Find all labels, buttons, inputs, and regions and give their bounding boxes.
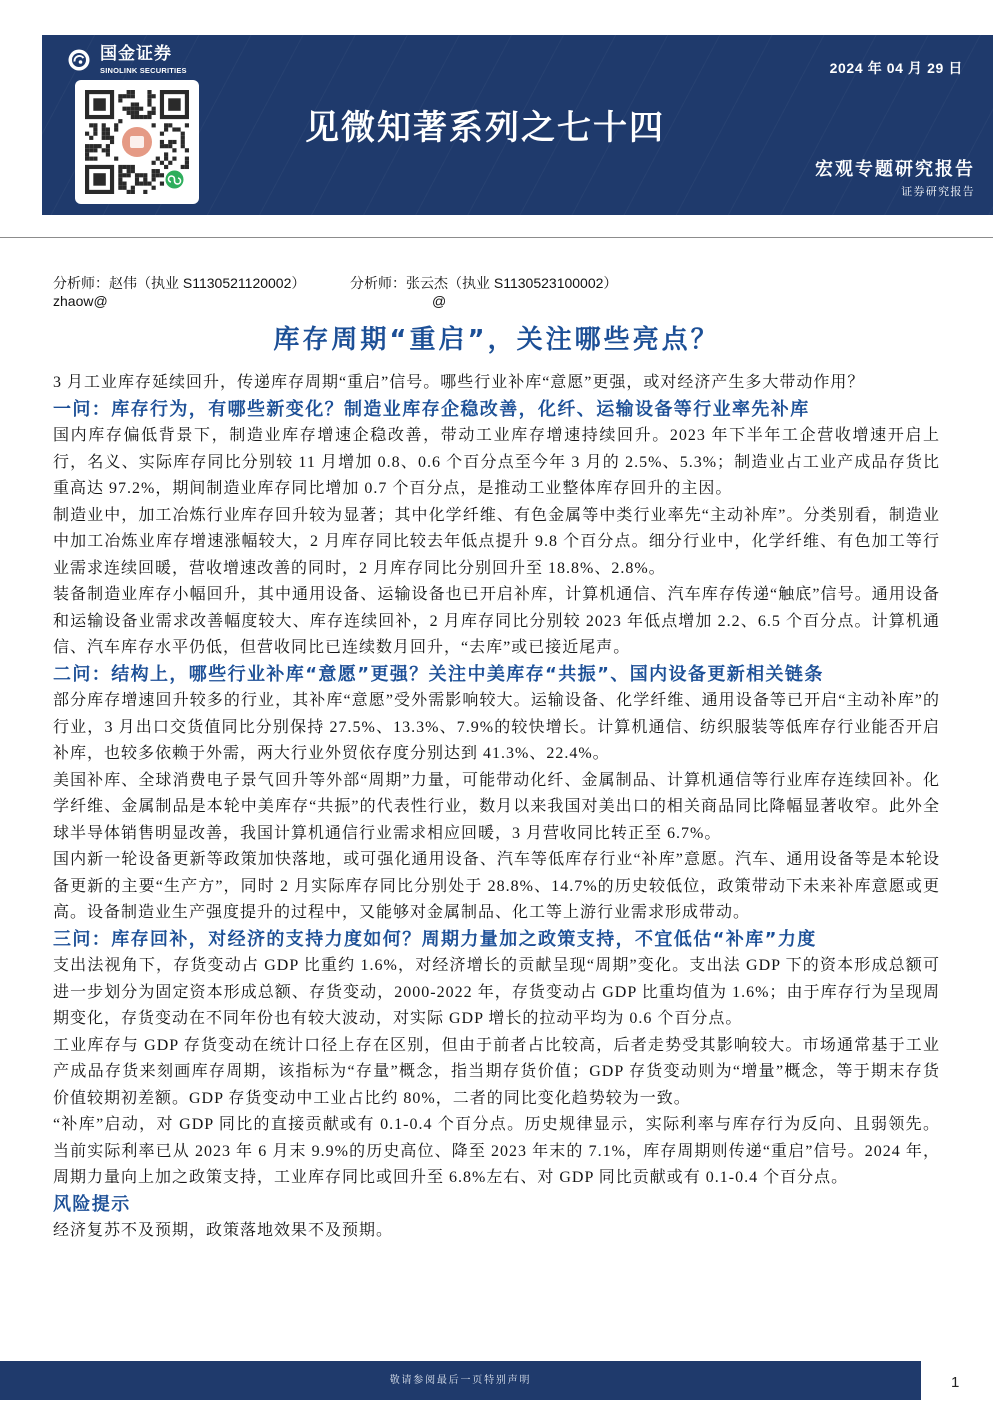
qr-module: [106, 136, 110, 140]
qr-module: [122, 165, 126, 169]
qr-module: [110, 136, 114, 140]
body-paragraph: 国内库存偏低背景下，制造业库存增速企稳改善，带动工业库存增速持续回升。2023 年下半年工企营收增速开启上行，名义、实际库存同比分别较 11 月增加 0.8、0.6 个百分点至今年 3 月的 2.5%、5.3%；制造业占工业产成品存货比重高达 97.2%，期间制造业库存同比增加 0.7 个百分点，是推动工业整体库存回升的主因。: [53, 427, 940, 497]
body-paragraph: “补库”启动，对 GDP 同比的直接贡献或有 0.1-0.4 个百分点。历史规律显示，实际利率与库存行为反向、且弱领先。当前实际利率已从 2023 年 6 月末 9.9%的历史高位、降至 2023 年末的 7.1%，库存周期则传递“重启”信号。2024 年，周期力量向上加之政策支持，工业库存同比或回升至 6.8%左右、对 GDP 同比贡献或有 0.1-0.4 个百分点。: [53, 1116, 940, 1186]
qr-module: [127, 165, 131, 169]
brand-name: 国金证券: [100, 44, 172, 64]
qr-module: [127, 190, 131, 194]
qr-module: [127, 111, 131, 115]
qr-module: [164, 127, 168, 131]
page-number: 1: [951, 1374, 960, 1391]
body-paragraph: 支出法视角下，存货变动占 GDP 比重约 1.6%，对经济增长的贡献呈现“周期”变化。支出法 GDP 下的资本形成总额可进一步划分为固定资本形成总额、存货变动，2000-2022 年，存货变动占 GDP 比重均值为 1.6%；由于库存行为呈现周期变化，存货变动在不同年份也有较大波动，对实际 GDP 增长的拉动平均为 0.6 个百分点。: [53, 957, 940, 1027]
qr-module: [147, 98, 151, 102]
analyst-info: [53, 274, 305, 310]
qr-module: [118, 177, 122, 181]
qr-module: [106, 127, 110, 131]
brand-name-en: SINOLINK SECURITIES: [100, 66, 187, 75]
qr-module: [177, 127, 181, 131]
qr-module: [131, 107, 135, 111]
qr-module: [147, 115, 151, 119]
qr-module: [93, 132, 97, 136]
footer-disclaimer: 敬请参阅最后一页特别声明: [389, 1375, 532, 1386]
qr-module: [160, 132, 164, 136]
analyst-info: [350, 274, 617, 310]
header-banner: [42, 35, 993, 215]
qr-module: [181, 165, 185, 169]
qr-module: [135, 107, 139, 111]
qr-module: [93, 123, 97, 127]
qr-module: [106, 152, 110, 156]
qr-module: [152, 186, 156, 190]
qr-module: [135, 182, 139, 186]
qr-module: [152, 94, 156, 98]
report-type: 宏观专题研究报告: [815, 159, 975, 180]
qr-module: [127, 107, 131, 111]
qr-module: [164, 152, 168, 156]
qr-center-logo: [118, 123, 156, 161]
qr-module: [102, 136, 106, 140]
qr-module: [181, 140, 185, 144]
qr-module: [139, 182, 143, 186]
analyst-label: 分析师：赵伟（执业 S1130521120002）: [53, 275, 306, 291]
body-paragraph: 装备制造业库存小幅回升，其中通用设备、运输设备也已开启补库，计算机通信、汽车库存传递“触底”信号。通用设备和运输设备业需求改善幅度较大、库存连续回补，2 月库存同比分别较 2023 年低点增加 2.2、6.5 个百分点。计算机通信、汽车库存水平仍低，但营收同比已连续数月回升，“去库”或已接近尾声。: [53, 586, 940, 656]
analyst-email: @: [432, 293, 447, 309]
qr-module: [85, 152, 89, 156]
qr-module: [102, 132, 106, 136]
qr-module: [89, 123, 93, 127]
qr-module: [85, 157, 89, 161]
report-title: 库存周期“重启”，关注哪些亮点？: [273, 325, 720, 355]
qr-module: [160, 173, 164, 177]
qr-module: [168, 140, 172, 144]
qr-finder-bottom-left: [85, 165, 114, 194]
qr-module: [114, 157, 118, 161]
qr-module: [168, 161, 172, 165]
qr-module: [127, 94, 131, 98]
qr-module: [131, 169, 135, 173]
qr-module: [139, 173, 143, 177]
qr-module: [143, 173, 147, 177]
qr-module: [147, 182, 151, 186]
qr-module: [93, 157, 97, 161]
qr-module: [164, 157, 168, 161]
qr-module: [89, 157, 93, 161]
intro-paragraph: 3 月工业库存延续回升，传递库存周期“重启”信号。哪些行业补库“意愿”更强，或对经济产生多大带动作用？: [53, 374, 865, 391]
sinolink-logo-icon: [68, 49, 90, 71]
qr-module: [147, 111, 151, 115]
body-paragraph: 美国补库、全球消费电子景气回升等外部“周期”力量，可能带动化纤、金属制品、计算机通信等行业库存连续回补。化学纤维、金属制品是本轮中美库存“共振”的代表性行业，数月以来我国对美出口的相关商品同比降幅显著收窄。此外全球半导体销售明显改善，我国计算机通信行业需求相应回暖，3 月营收同比转正至 6.7%。: [53, 771, 940, 842]
qr-module: [172, 140, 176, 144]
qr-module: [122, 186, 126, 190]
qr-module: [102, 127, 106, 131]
qr-code: [75, 80, 199, 204]
section-heading-3: 三问：库存回补，对经济的支持力度如何？周期力量加之政策支持，不宜低估“补库”力度: [53, 928, 817, 950]
qr-module: [110, 140, 114, 144]
qr-module: [122, 94, 126, 98]
qr-module: [156, 157, 160, 161]
qr-module: [102, 123, 106, 127]
qr-module: [152, 123, 156, 127]
qr-module: [131, 165, 135, 169]
qr-module: [143, 177, 147, 181]
qr-module: [181, 144, 185, 148]
qr-module: [85, 132, 89, 136]
qr-module: [97, 144, 101, 148]
qr-module: [131, 90, 135, 94]
qr-module: [135, 173, 139, 177]
qr-module: [131, 111, 135, 115]
qr-module: [127, 90, 131, 94]
qr-module: [102, 148, 106, 152]
qr-module: [135, 111, 139, 115]
series-title: 见微知著系列之七十四: [305, 108, 665, 148]
header-divider: [0, 237, 993, 238]
qr-module: [93, 127, 97, 131]
qr-module: [89, 136, 93, 140]
body-paragraph: 国内新一轮设备更新等政策加快落地，或可强化通用设备、汽车等低库存行业“补库”意愿。汽车、通用设备等是本轮设备更新的主要“生产方”，同时 2 月实际库存同比分别处于 28.8%、14.7%的历史较低位，政策带动下未来补库意愿或更高。设备制造业生产强度提升的过程中，又能够对金属制品、化工等上游行业需求形成带动。: [53, 851, 940, 921]
qr-module: [172, 148, 176, 152]
qr-finder-top-left: [85, 90, 114, 119]
qr-module: [118, 186, 122, 190]
qr-module: [152, 169, 156, 173]
qr-module: [131, 115, 135, 119]
qr-module: [152, 177, 156, 181]
qr-module: [127, 173, 131, 177]
qr-module: [118, 165, 122, 169]
qr-module: [131, 190, 135, 194]
qr-module: [152, 161, 156, 165]
report-date: 2024 年 04 月 29 日: [829, 60, 963, 76]
qr-module: [156, 169, 160, 173]
qr-module: [106, 148, 110, 152]
section-heading-2: 二问：结构上，哪些行业补库“意愿”更强？关注中美库存“共振”、国内设备更新相关链条: [53, 663, 824, 685]
report-category: 证券研究报告: [901, 185, 975, 198]
qr-module: [135, 115, 139, 119]
qr-module: [156, 173, 160, 177]
qr-module: [106, 132, 110, 136]
qr-module: [122, 173, 126, 177]
qr-module: [118, 119, 122, 123]
qr-module: [152, 107, 156, 111]
qr-module: [93, 148, 97, 152]
footer-bar: [0, 1361, 921, 1400]
qr-module: [147, 94, 151, 98]
qr-module: [114, 123, 118, 127]
qr-module: [139, 115, 143, 119]
qr-module: [131, 186, 135, 190]
qr-module: [160, 140, 164, 144]
qr-finder-top-right: [160, 90, 189, 119]
qr-module: [118, 169, 122, 173]
report-body: [53, 370, 940, 1245]
qr-module: [185, 123, 189, 127]
qr-module: [172, 157, 176, 161]
qr-module: [118, 98, 122, 102]
qr-module: [181, 136, 185, 140]
qr-module: [152, 173, 156, 177]
qr-module: [172, 127, 176, 131]
qr-module: [118, 94, 122, 98]
qr-module: [89, 144, 93, 148]
qr-module: [164, 165, 168, 169]
qr-module: [89, 148, 93, 152]
qr-module: [160, 182, 164, 186]
qr-module: [147, 102, 151, 106]
qr-module: [160, 161, 164, 165]
qr-module: [143, 115, 147, 119]
qr-module: [143, 190, 147, 194]
qr-module: [160, 144, 164, 148]
qr-module: [118, 182, 122, 186]
analyst-label: 分析师：张云杰（执业 S1130523100002）: [350, 275, 618, 291]
qr-module: [85, 144, 89, 148]
body-paragraph: 制造业中，加工冶炼行业库存回升较为显著；其中化学纤维、有色金属等中类行业率先“主动补库”。分类别看，制造业中加工冶炼业库存增速涨幅较大，2 月库存同比较去年低点提升 9.8 个百分点。细分行业中，化学纤维、有色加工等行业需求连续回暖，营收增速改善的同时，2 月库存同比分别回升至 18.8%、2.8%。: [53, 506, 940, 577]
qr-module: [185, 157, 189, 161]
qr-module: [168, 123, 172, 127]
qr-module: [127, 169, 131, 173]
qr-module: [164, 144, 168, 148]
qr-module: [135, 177, 139, 181]
qr-module: [135, 102, 139, 106]
qr-module: [85, 148, 89, 152]
qr-module: [143, 182, 147, 186]
qr-module: [168, 144, 172, 148]
body-paragraph: 部分库存增速回升较多的行业，其补库“意愿”受外需影响较大。运输设备、化学纤维、通用设备等已开启“主动补库”的行业，3 月出口交货值同比分别保持 27.5%、13.3%、7.9%的较快增长。计算机通信、纺织服装等低库存行业能否开启补库，也较多依赖于外需，两大行业外贸依存度分别达到 41.3%、22.4%。: [53, 692, 940, 762]
qr-module: [131, 102, 135, 106]
qr-module: [93, 144, 97, 148]
qr-module: [139, 107, 143, 111]
qr-module: [152, 111, 156, 115]
qr-module: [122, 182, 126, 186]
qr-module: [185, 148, 189, 152]
qr-module: [185, 161, 189, 165]
qr-module: [181, 132, 185, 136]
wechat-miniprogram-icon: [166, 171, 184, 189]
qr-module: [122, 107, 126, 111]
qr-module: [131, 94, 135, 98]
qr-module: [147, 90, 151, 94]
section-heading-1: 一问：库存行为，有哪些新变化？制造业库存企稳改善，化纤、运输设备等行业率先补库: [53, 398, 810, 420]
body-paragraph: 工业库存与 GDP 存货变动在统计口径上存在区别，但由于前者占比较高，后者走势受其影响较大。市场通常基于工业产成品存货来刻画库存周期，该指标为“存量”概念，指当期存货价值；GDP 存货变动则为“增量”概念，等于期末存货价值较期初差额。GDP 存货变动中工业占比约 80%，二者的同比变化趋势较为一致。: [53, 1036, 940, 1107]
risk-heading: 风险提示: [53, 1193, 131, 1215]
qr-module: [118, 173, 122, 177]
qr-module: [164, 123, 168, 127]
qr-module: [185, 165, 189, 169]
qr-module: [114, 127, 118, 131]
qr-module: [106, 144, 110, 148]
risk-paragraph: 经济复苏不及预期，政策落地效果不及预期。: [53, 1222, 394, 1239]
analyst-email: zhaow@: [53, 293, 108, 309]
